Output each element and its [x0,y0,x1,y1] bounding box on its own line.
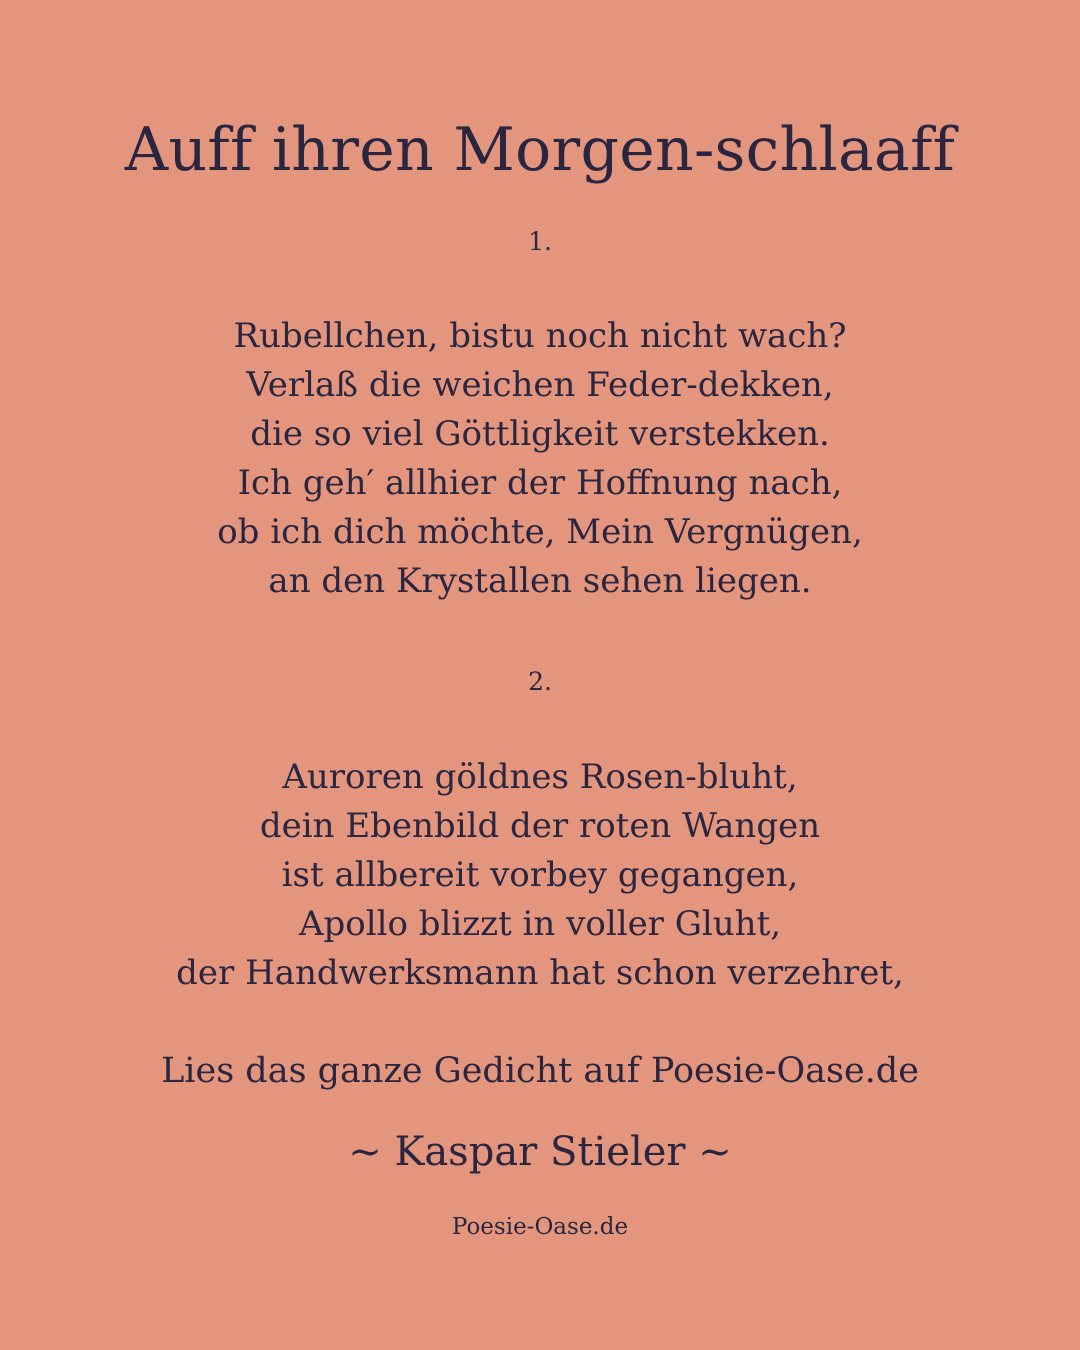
stanza-1 [0,312,1080,606]
poem-line: Ich geh′ allhier der Hoffnung nach, [237,463,843,503]
poem-line: Verlaß die weichen Feder-dekken, [246,365,834,405]
poem-line: an den Krystallen sehen liegen. [268,561,812,601]
stanza-number-2: 2. [528,667,552,696]
poem-line: Apollo blizzt in voller Gluht, [298,904,782,944]
stanza-2 [0,753,1080,998]
poem-title: Auff ihren Morgen-schlaaff [124,115,956,185]
poem-line: die so viel Göttligkeit verstekken. [250,414,830,454]
poem-line: Rubellchen, bistu noch nicht wach? [233,316,847,356]
poem-line: ist allbereit vorbey gegangen, [281,855,799,895]
poem-line: der Handwerksmann hat schon verzehret, [176,953,904,993]
poem-line: ob ich dich möchte, Mein Vergnügen, [217,512,863,552]
poem-line: Auroren göldnes Rosen-bluht, [282,757,798,797]
read-more-text: Lies das ganze Gedicht auf Poesie-Oase.de [161,1051,919,1091]
site-footer: Poesie-Oase.de [451,1214,629,1240]
poem-author: ~ Kaspar Stieler ~ [348,1129,732,1175]
stanza-number-1: 1. [528,227,552,256]
poem-line: dein Ebenbild der roten Wangen [259,806,821,846]
